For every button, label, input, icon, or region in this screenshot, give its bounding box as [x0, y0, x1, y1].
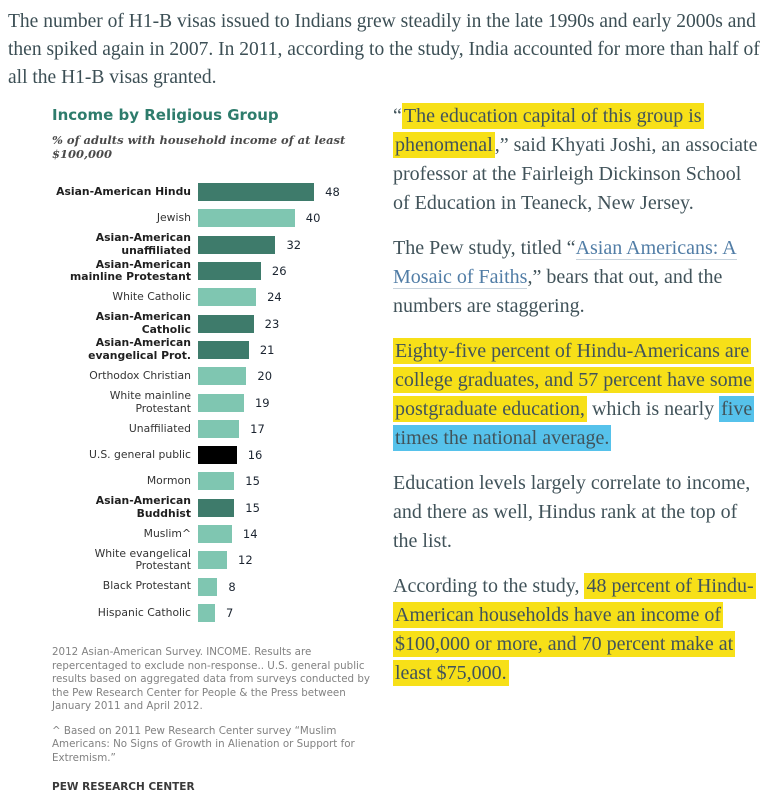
- chart-source-note-2: ^ Based on 2011 Pew Research Center survey “Muslim Americans: No Signs of Growth in Alienation or Support for Extremism.”: [52, 724, 355, 764]
- income-chart: [8, 98, 385, 793]
- bar: [198, 578, 217, 596]
- bar-value: 19: [254, 395, 270, 410]
- bar-value: 32: [286, 237, 302, 252]
- bar-wrap: [198, 288, 282, 306]
- bar-label: Muslim^: [143, 526, 191, 540]
- bar: [198, 367, 246, 385]
- bar-label: Asian-American evangelical Prot.: [88, 336, 191, 362]
- chart-rows: [52, 179, 379, 626]
- content-columns: [8, 98, 768, 793]
- chart-row: [52, 258, 379, 284]
- article-paragraph: [393, 102, 762, 218]
- bar-wrap: [198, 525, 258, 543]
- bar-wrap: [198, 236, 301, 254]
- text-segment: ,” said Khyati Joshi, an associate professor at the Fairleigh Dickinson School of Education in Teaneck, New Jersey.: [393, 134, 758, 214]
- text-segment: which is nearly: [586, 398, 720, 420]
- bar: [198, 288, 256, 306]
- bar-value: 15: [245, 474, 260, 489]
- bar: [198, 183, 314, 201]
- bar-value: 40: [305, 211, 321, 226]
- bar: [198, 341, 249, 359]
- bar-wrap: [198, 472, 260, 490]
- chart-row: [52, 363, 379, 389]
- bar-label: Asian-American Catholic: [95, 310, 191, 336]
- bar-value: 12: [238, 553, 253, 568]
- bar-wrap: [198, 262, 287, 280]
- chart-row: [52, 416, 379, 442]
- chart-row: [52, 205, 379, 231]
- bar-value: 8: [228, 579, 236, 594]
- bar: [198, 604, 215, 622]
- bar: [198, 525, 232, 543]
- chart-row: [52, 389, 379, 415]
- bar: [198, 499, 234, 517]
- bar-value: 7: [225, 605, 234, 620]
- bar-label: Hispanic Catholic: [97, 605, 191, 619]
- chart-row: [52, 337, 379, 363]
- bar-wrap: [198, 394, 270, 412]
- text-segment: The Pew study, titled “: [393, 237, 576, 259]
- bar: [198, 472, 234, 490]
- bar-value: 24: [267, 290, 282, 305]
- bar: [198, 262, 261, 280]
- chart-row: [52, 600, 379, 626]
- article-paragraph: [393, 234, 762, 321]
- bar-value: 17: [250, 421, 265, 436]
- bar-label: Asian-American Buddhist: [95, 494, 191, 520]
- bar-wrap: [198, 209, 320, 227]
- bar-wrap: [198, 499, 260, 517]
- article-paragraph: [393, 337, 762, 453]
- chart-row: [52, 495, 379, 521]
- bar-label: White evangelical Protestant: [94, 546, 191, 573]
- bar-label: White Catholic: [112, 290, 191, 304]
- chart-row: [52, 284, 379, 310]
- bar: [198, 394, 244, 412]
- bar-wrap: [198, 578, 236, 596]
- highlight-yellow: The education capital of this group is phenomenal: [395, 105, 702, 156]
- bar-label: Unaffiliated: [128, 421, 191, 435]
- bar: [198, 446, 237, 464]
- bar-label: Black Protestant: [102, 579, 191, 593]
- bar: [198, 551, 227, 569]
- chart-row: [52, 573, 379, 599]
- chart-row: [52, 547, 379, 573]
- highlight-blue: five times the national average.: [395, 398, 753, 449]
- bar-wrap: [198, 341, 274, 359]
- chart-row: [52, 442, 379, 468]
- bar-label: Jewish: [156, 211, 191, 225]
- bar-value: 16: [247, 448, 263, 463]
- chart-row: [52, 521, 379, 547]
- bar-value: 21: [259, 342, 275, 357]
- bar-value: 14: [242, 527, 258, 541]
- intro-paragraph: The number of H1-B visas issued to Indians grew steadily in the late 1990s and early 2000s and then spiked again in 2007. In 2011, according to the study, India accounted for more than half of all the H1-B visas granted.: [8, 11, 760, 88]
- article-link[interactable]: Asian Americans: A Mosaic of Faiths: [393, 237, 737, 288]
- bar-value: 48: [325, 185, 340, 200]
- bar-wrap: [198, 551, 253, 569]
- chart-title: Income by Religious Group: [52, 106, 279, 124]
- bar-wrap: [198, 367, 272, 385]
- chart-row: [52, 232, 379, 258]
- bar-label: Orthodox Christian: [89, 368, 191, 382]
- bar-wrap: [198, 604, 233, 622]
- highlight-yellow: Eighty-five percent of Hindu-Americans are college graduates, and 57 percent have some postgraduate education,: [395, 340, 753, 420]
- bar: [198, 315, 254, 333]
- chart-source-org: PEW RESEARCH CENTER: [52, 781, 195, 793]
- chart-subtitle: % of adults with household income of at least $100,000: [52, 133, 346, 161]
- chart-row: [52, 310, 379, 336]
- chart-source-note-1: 2012 Asian-American Survey. INCOME. Results are repercentaged to exclude non-response.. U.S. general public results based on aggregated data from surveys conducted by the Pew Research Center for People & the Press between January 2011 and April 2012.: [52, 646, 370, 713]
- text-segment: Education levels largely correlate to income, and there as well, Hindus rank at the top of the list.: [393, 472, 751, 552]
- text-segment: “: [393, 105, 402, 127]
- bar-wrap: [198, 183, 340, 201]
- bar: [198, 209, 295, 227]
- bar-value: 26: [271, 264, 287, 279]
- bar-label: Asian-American unaffiliated: [95, 231, 191, 257]
- bar-wrap: [198, 446, 262, 464]
- bar-wrap: [198, 420, 265, 438]
- article-paragraph: [393, 469, 762, 556]
- bar-label: Asian-American Hindu: [56, 184, 191, 198]
- chart-row: [52, 179, 379, 205]
- bar-label: Mormon: [146, 474, 191, 488]
- bar-label: White mainline Protestant: [109, 389, 191, 415]
- bar-label: Asian-American mainline Protestant: [70, 257, 191, 284]
- text-segment: According to the study,: [393, 575, 585, 597]
- chart-row: [52, 468, 379, 494]
- bar-value: 23: [264, 316, 280, 331]
- bar: [198, 420, 239, 438]
- bar-label: U.S. general public: [88, 447, 191, 461]
- article-paragraphs: [385, 98, 768, 793]
- bar-value: 20: [257, 369, 273, 384]
- highlight-yellow: 48 percent of Hindu-American households have an income of $100,000 or more, and 70 percent make at least $75,000.: [395, 575, 754, 684]
- article-paragraph: [393, 572, 762, 688]
- bar-value: 15: [245, 500, 260, 515]
- bar: [198, 236, 275, 254]
- text-segment: ,” bears that out, and the numbers are staggering.: [393, 266, 723, 317]
- bar-wrap: [198, 315, 279, 333]
- chart-notes: [52, 646, 374, 765]
